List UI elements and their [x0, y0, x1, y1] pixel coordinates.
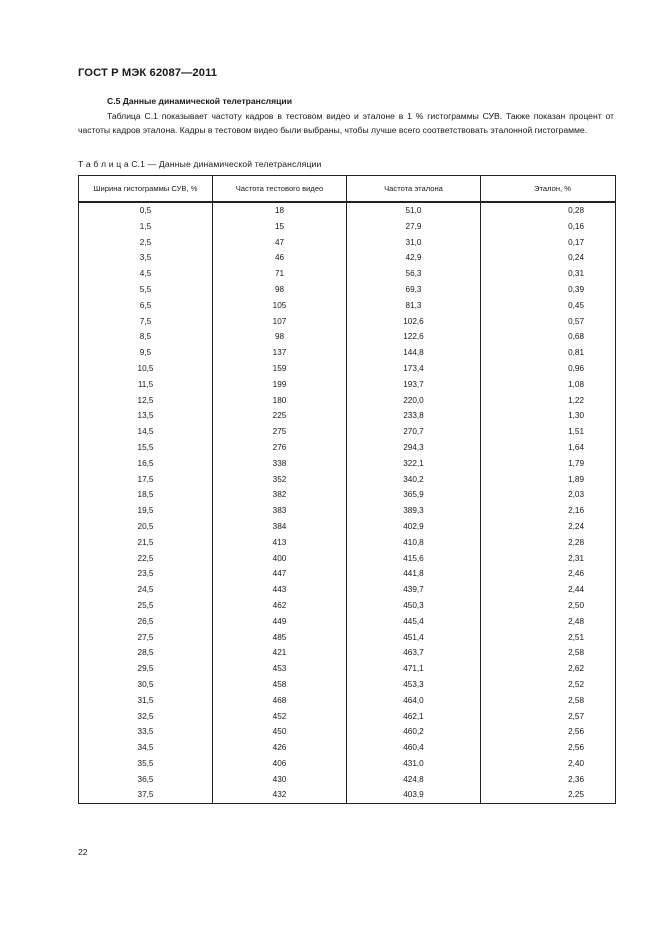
table-cell: 23,5 — [79, 566, 213, 582]
table-cell: 338 — [213, 456, 347, 472]
table-cell: 2,51 — [481, 630, 616, 646]
table-row — [79, 266, 616, 282]
table-cell: 28,5 — [79, 645, 213, 661]
table-row — [79, 487, 616, 503]
table-cell: 2,24 — [481, 519, 616, 535]
table-cell: 1,22 — [481, 393, 616, 409]
table-cell: 430 — [213, 772, 347, 788]
table-cell: 439,7 — [347, 582, 481, 598]
table-cell: 384 — [213, 519, 347, 535]
table-cell: 2,5 — [79, 235, 213, 251]
table-cell: 276 — [213, 440, 347, 456]
table-cell: 159 — [213, 361, 347, 377]
table-cell: 25,5 — [79, 598, 213, 614]
table-cell: 403,9 — [347, 787, 481, 803]
table-cell: 0,57 — [481, 314, 616, 330]
table-cell: 2,56 — [481, 740, 616, 756]
table-cell: 294,3 — [347, 440, 481, 456]
table-cell: 2,16 — [481, 503, 616, 519]
table-cell: 122,6 — [347, 329, 481, 345]
table-cell: 2,25 — [481, 787, 616, 803]
table-cell: 98 — [213, 282, 347, 298]
table-row — [79, 772, 616, 788]
table-cell: 2,03 — [481, 487, 616, 503]
table-row — [79, 298, 616, 314]
table-cell: 69,3 — [347, 282, 481, 298]
table-cell: 37,5 — [79, 787, 213, 803]
table-cell: 1,5 — [79, 219, 213, 235]
table-cell: 47 — [213, 235, 347, 251]
table-cell: 5,5 — [79, 282, 213, 298]
table-cell: 452 — [213, 709, 347, 725]
table-row — [79, 598, 616, 614]
table-row — [79, 424, 616, 440]
table-row — [79, 709, 616, 725]
table-cell: 107 — [213, 314, 347, 330]
table-cell: 352 — [213, 472, 347, 488]
table-cell: 410,8 — [347, 535, 481, 551]
table-row — [79, 408, 616, 424]
table-cell: 340,2 — [347, 472, 481, 488]
table-cell: 445,4 — [347, 614, 481, 630]
table-body — [79, 202, 616, 804]
table-cell: 105 — [213, 298, 347, 314]
table-cell: 15,5 — [79, 440, 213, 456]
standard-header: ГОСТ Р МЭК 62087—2011 — [78, 67, 218, 79]
table-cell: 81,3 — [347, 298, 481, 314]
table-row — [79, 503, 616, 519]
table-cell: 18 — [213, 202, 347, 219]
table-cell: 9,5 — [79, 345, 213, 361]
table-cell: 35,5 — [79, 756, 213, 772]
table-cell: 424,8 — [347, 772, 481, 788]
table-cell: 27,5 — [79, 630, 213, 646]
table-cell: 27,9 — [347, 219, 481, 235]
table-cell: 71 — [213, 266, 347, 282]
table-cell: 450,3 — [347, 598, 481, 614]
table-cell: 0,5 — [79, 202, 213, 219]
table-cell: 450 — [213, 724, 347, 740]
table-cell: 0,45 — [481, 298, 616, 314]
table-cell: 270,7 — [347, 424, 481, 440]
table-cell: 460,2 — [347, 724, 481, 740]
table-row — [79, 740, 616, 756]
table-cell: 460,4 — [347, 740, 481, 756]
table-cell: 6,5 — [79, 298, 213, 314]
table-cell: 453 — [213, 661, 347, 677]
table-cell: 2,40 — [481, 756, 616, 772]
table-cell: 365,9 — [347, 487, 481, 503]
table-cell: 7,5 — [79, 314, 213, 330]
table-cell: 441,8 — [347, 566, 481, 582]
table-cell: 1,64 — [481, 440, 616, 456]
table-cell: 415,6 — [347, 551, 481, 567]
data-table — [78, 175, 616, 804]
table-cell: 34,5 — [79, 740, 213, 756]
table-cell: 2,57 — [481, 709, 616, 725]
table-cell: 26,5 — [79, 614, 213, 630]
column-header: Эталон, % — [481, 176, 616, 203]
table-cell: 462 — [213, 598, 347, 614]
table-cell: 400 — [213, 551, 347, 567]
table-cell: 30,5 — [79, 677, 213, 693]
table-row — [79, 787, 616, 803]
table-cell: 18,5 — [79, 487, 213, 503]
table-cell: 51,0 — [347, 202, 481, 219]
table-row — [79, 661, 616, 677]
table-cell: 0,68 — [481, 329, 616, 345]
table-row — [79, 361, 616, 377]
table-cell: 421 — [213, 645, 347, 661]
table-row — [79, 219, 616, 235]
table-cell: 13,5 — [79, 408, 213, 424]
table-row — [79, 377, 616, 393]
table-cell: 1,08 — [481, 377, 616, 393]
table-row — [79, 645, 616, 661]
table-cell: 2,52 — [481, 677, 616, 693]
table-cell: 449 — [213, 614, 347, 630]
table-cell: 447 — [213, 566, 347, 582]
table-cell: 464,0 — [347, 693, 481, 709]
table-cell: 0,96 — [481, 361, 616, 377]
table-cell: 431,0 — [347, 756, 481, 772]
table-cell: 3,5 — [79, 250, 213, 266]
table-cell: 2,62 — [481, 661, 616, 677]
column-header: Частота тестового видео — [213, 176, 347, 203]
table-cell: 17,5 — [79, 472, 213, 488]
table-row — [79, 345, 616, 361]
table-cell: 24,5 — [79, 582, 213, 598]
table-cell: 0,28 — [481, 202, 616, 219]
table-cell: 0,24 — [481, 250, 616, 266]
table-cell: 2,46 — [481, 566, 616, 582]
table-cell: 15 — [213, 219, 347, 235]
table-row — [79, 472, 616, 488]
table-cell: 0,39 — [481, 282, 616, 298]
table-cell: 193,7 — [347, 377, 481, 393]
table-cell: 29,5 — [79, 661, 213, 677]
table-cell: 0,31 — [481, 266, 616, 282]
table-row — [79, 614, 616, 630]
table-cell: 102,6 — [347, 314, 481, 330]
table-cell: 180 — [213, 393, 347, 409]
page-number: 22 — [78, 847, 88, 857]
table-cell: 233,8 — [347, 408, 481, 424]
table-row — [79, 519, 616, 535]
table-cell: 56,3 — [347, 266, 481, 282]
table-row — [79, 440, 616, 456]
table-cell: 471,1 — [347, 661, 481, 677]
table-cell: 1,51 — [481, 424, 616, 440]
table-cell: 2,50 — [481, 598, 616, 614]
table-row — [79, 756, 616, 772]
table-cell: 21,5 — [79, 535, 213, 551]
table-cell: 468 — [213, 693, 347, 709]
table-cell: 0,16 — [481, 219, 616, 235]
table-cell: 0,81 — [481, 345, 616, 361]
table-cell: 98 — [213, 329, 347, 345]
table-cell: 2,48 — [481, 614, 616, 630]
table-cell: 383 — [213, 503, 347, 519]
table-cell: 463,7 — [347, 645, 481, 661]
table-row — [79, 314, 616, 330]
table-cell: 2,31 — [481, 551, 616, 567]
table-cell: 406 — [213, 756, 347, 772]
table-cell: 36,5 — [79, 772, 213, 788]
table-cell: 42,9 — [347, 250, 481, 266]
table-row — [79, 693, 616, 709]
table-cell: 22,5 — [79, 551, 213, 567]
table-cell: 4,5 — [79, 266, 213, 282]
table-caption: Т а б л и ц а C.1 — Данные динамической телетрансляции — [78, 159, 322, 169]
table-row — [79, 724, 616, 740]
table-row — [79, 456, 616, 472]
table-cell: 2,58 — [481, 645, 616, 661]
table-cell: 0,17 — [481, 235, 616, 251]
table-cell: 33,5 — [79, 724, 213, 740]
table-cell: 2,58 — [481, 693, 616, 709]
table-row — [79, 677, 616, 693]
table-cell: 453,3 — [347, 677, 481, 693]
table-cell: 14,5 — [79, 424, 213, 440]
table-cell: 443 — [213, 582, 347, 598]
table-cell: 426 — [213, 740, 347, 756]
table-cell: 8,5 — [79, 329, 213, 345]
table-cell: 11,5 — [79, 377, 213, 393]
table-cell: 485 — [213, 630, 347, 646]
table-row — [79, 393, 616, 409]
table-cell: 2,28 — [481, 535, 616, 551]
table-cell: 275 — [213, 424, 347, 440]
table-row — [79, 202, 616, 219]
table-cell: 2,44 — [481, 582, 616, 598]
table-cell: 10,5 — [79, 361, 213, 377]
table-row — [79, 329, 616, 345]
table-row — [79, 551, 616, 567]
table-cell: 322,1 — [347, 456, 481, 472]
table-cell: 432 — [213, 787, 347, 803]
table-cell: 389,3 — [347, 503, 481, 519]
table-cell: 144,8 — [347, 345, 481, 361]
table-cell: 31,5 — [79, 693, 213, 709]
table-cell: 1,89 — [481, 472, 616, 488]
table-cell: 451,4 — [347, 630, 481, 646]
table-cell: 16,5 — [79, 456, 213, 472]
table-cell: 2,36 — [481, 772, 616, 788]
section-title: C.5 Данные динамической телетрансляции — [107, 96, 292, 106]
table-row — [79, 235, 616, 251]
table-cell: 199 — [213, 377, 347, 393]
table-cell: 1,30 — [481, 408, 616, 424]
table-header-row — [79, 176, 616, 203]
table-cell: 137 — [213, 345, 347, 361]
table-row — [79, 282, 616, 298]
table-cell: 2,56 — [481, 724, 616, 740]
table-row — [79, 566, 616, 582]
table-row — [79, 582, 616, 598]
table-cell: 382 — [213, 487, 347, 503]
column-header: Ширина гистограммы СУВ, % — [79, 176, 213, 203]
column-header: Частота эталона — [347, 176, 481, 203]
table-row — [79, 630, 616, 646]
section-paragraph: Таблица C.1 показывает частоту кадров в тестовом видео и эталоне в 1 % гистограммы СУВ. Также показан процент от частоты кадров эталона. Кадры в тестовом видео были выбраны, чтобы лучше всего соответствовать эталонной гистограмме. — [78, 111, 614, 135]
table-cell: 220,0 — [347, 393, 481, 409]
table-row — [79, 250, 616, 266]
table-cell: 1,79 — [481, 456, 616, 472]
table-cell: 402,9 — [347, 519, 481, 535]
table-cell: 19,5 — [79, 503, 213, 519]
table-cell: 46 — [213, 250, 347, 266]
table-cell: 20,5 — [79, 519, 213, 535]
table-cell: 31,0 — [347, 235, 481, 251]
table-cell: 12,5 — [79, 393, 213, 409]
table-cell: 32,5 — [79, 709, 213, 725]
table-cell: 462,1 — [347, 709, 481, 725]
table-row — [79, 535, 616, 551]
table-cell: 225 — [213, 408, 347, 424]
table-cell: 173,4 — [347, 361, 481, 377]
table-cell: 458 — [213, 677, 347, 693]
table-cell: 413 — [213, 535, 347, 551]
